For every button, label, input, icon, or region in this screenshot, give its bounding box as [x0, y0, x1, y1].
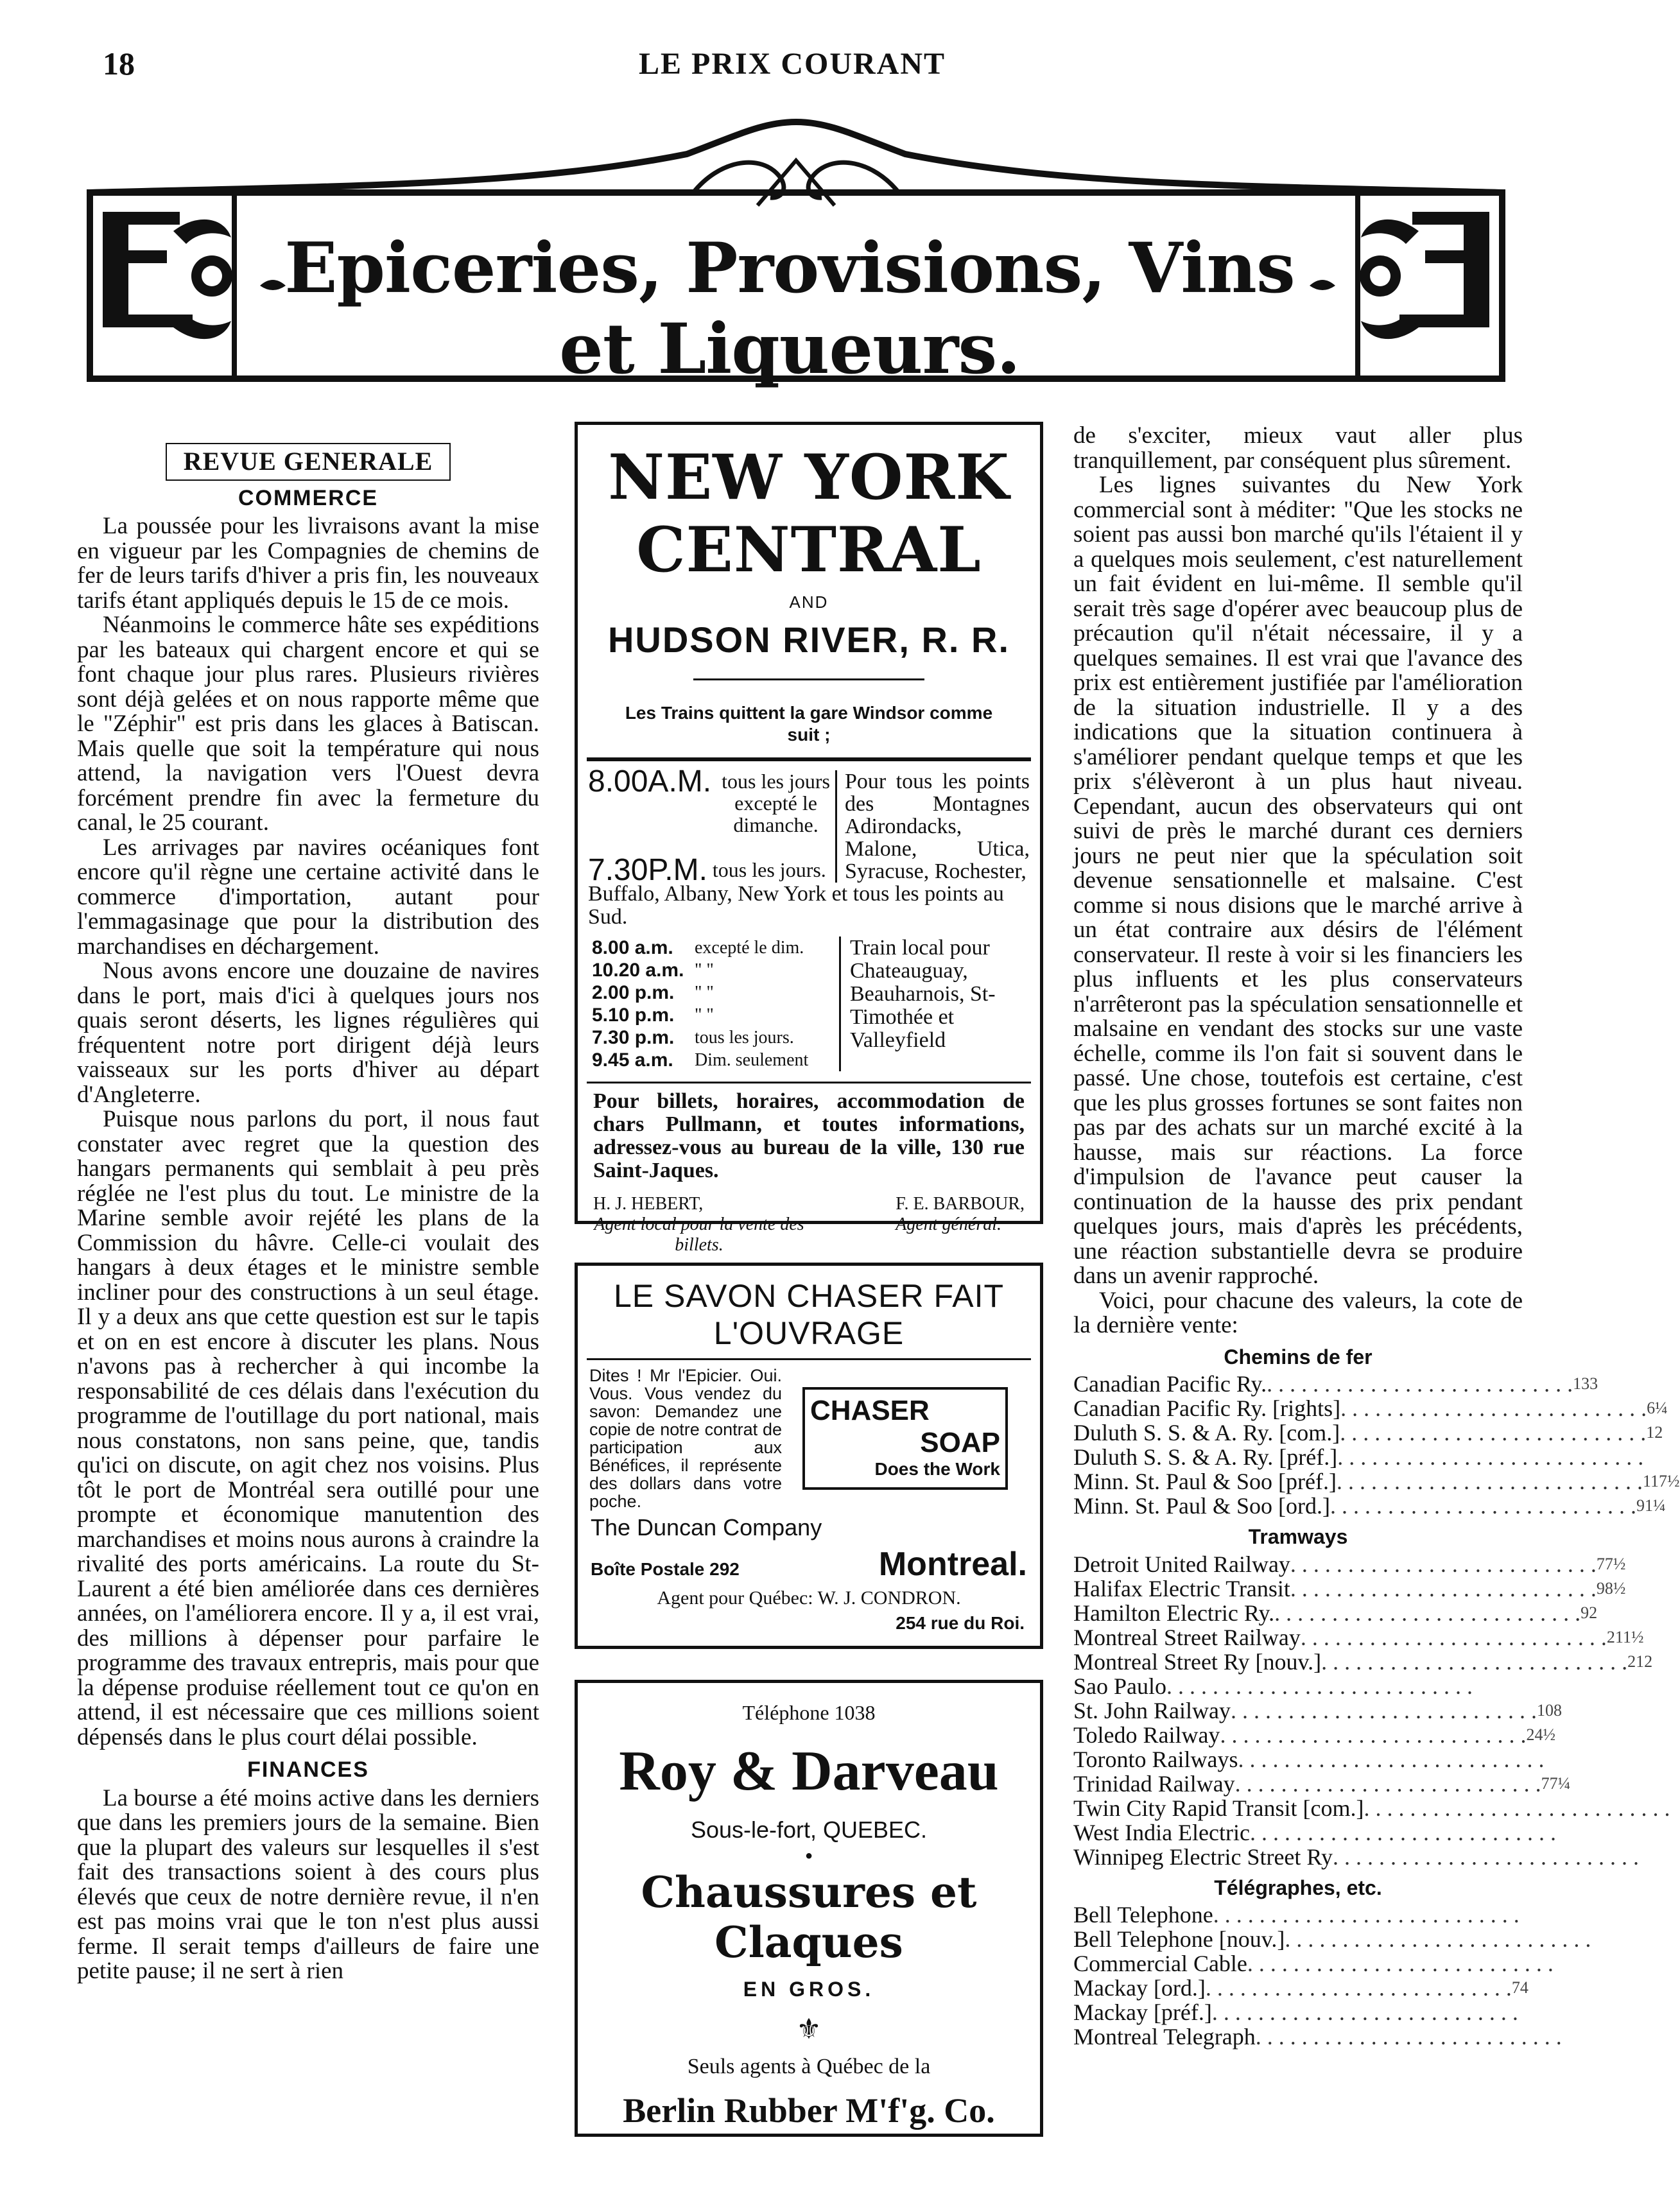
stock-name: St. John Railway	[1073, 1697, 1231, 1723]
local-train-days: Dim. seulement	[695, 1050, 809, 1070]
local-train-row	[592, 937, 839, 959]
paragraph: Les lignes suivantes du New York commercial sont à méditer: "Que les stocks ne soient pas aussi bon marché qu'ils l'étaient il y a quelques mois seulement, c'est naturellement un fait évident en lui-même. Il semble qu'il serait très sage d'opérer avec beaucoup plus de précaution qu'il n'était nécessaire, il y a quelques semaines. Il est vrai que l'avance des prix est entièrement justifiée par l'amélioration de la situation industrielle. Il y a des indications que la situation continuera à s'améliorer pendant quelque temps et que les prix s'élèveront à un plus haut niveau. Cependant, aucun des observateurs qui ont suivi de près le marché durant ces derniers jours ne peut nier que la spéculation soit devenue sensationnelle et malsaine. C'est comme si nous disions que le marché arrive à un état contraire aux désirs de l'élément conservateur. Il reste à voir si les financiers les plus influents et les plus conservateurs n'arrêteront pas la spéculation sensationnelle et malsaine en vendant des stocks sur une vaste échelle, comme ils l'on fait si souvent dans le passé. Une chose, toutefois est certaine, c'est que les plus grosses fortunes se sont faites non pas par des achats sur un marché excité à la hausse, mais sur réactions. La force d'impulsion de l'avance peut causer la continuation de la hausse des prix pendant quelques jours, mais d'après les précédents, une réaction substantielle devra se produire dans un avenir rapproché.	[1073, 472, 1523, 1289]
local-train-time: 8.00 a.m.	[592, 937, 673, 958]
stock-row	[1073, 1551, 1626, 1577]
stock-row	[1073, 2000, 1523, 2024]
agent2-role: Agent général.	[896, 1214, 1002, 1234]
stock-name: Hamilton Electric Ry.	[1073, 1600, 1275, 1626]
leader-dots: . . . . . . . . . . . . . . . . . . . . . . . . . . .	[1234, 1770, 1541, 1797]
stock-name: Trinidad Railway	[1073, 1770, 1235, 1797]
nyc-agents	[578, 1182, 1040, 1256]
chaser-body: Dites ! Mr l'Epicier. Oui. Vous. Vous vendez du savon: Demandez une copie de notre contrat de participation aux Bénéfices, il représente des dollars dans votre poche.	[589, 1366, 782, 1511]
stock-name: Duluth S. S. & A. Ry. [préf.]	[1073, 1444, 1338, 1470]
roy-agents: Seuls agents à Québec de la	[687, 2055, 931, 2078]
local-train-days: " "	[695, 960, 714, 980]
local-train-days: tous les jours.	[695, 1028, 794, 1048]
stock-value: 98½	[1596, 1578, 1626, 1598]
stock-quotation-list	[1073, 1345, 1680, 2050]
paragraph: Puisque nous parlons du port, il nous faut constater avec regret que la question des hangars permanents qui semblait à peu près réglée ne l'est plus du tout. Le ministre de la Marine semble avoir rejété les plans de la Commission du hâvre. Celle-ci voulait des hangars à deux étages et le ministre semble incliner pour des constructions à un seul étage. Il y a deux ans que cette question est sur le tapis et on en est encore à discuter les plans. Nous n'avons pas à rechercher à qui incombe la responsabilité de ces délais dans l'exécution du programme de l'outillage du port national, mais nous constatons, non sans peine, que, tandis qu'ici on discute, on agit chez nos voisins. Plus tôt le port de Montréal sera outillé pour une prompte et économique manutention des marchandises et moins nous aurons à craindre la rivalité des ports américains. La route du St-Laurent a été bien améliorée dans ces dernières années, on l'améliorera encore. Il y a, il est vrai, des millions à dépenser pour parfaire le programme des travaux entrepris, mais pour que la dépense produise réellement tout ce qu'on en attend, il est nécessaire que ces millions soient dépensés dans le plus court délai possible.	[77, 1106, 539, 1750]
leader-dots: . . . . . . . . . . . . . . . . . . . . . . . . . . .	[1231, 1697, 1537, 1723]
nyc-trains-line: Les Trains quittent la gare Windsor comme suit ;	[625, 703, 993, 745]
nyc-and: AND	[789, 592, 829, 612]
leader-dots: . . . . . . . . . . . . . . . . . . . . . . . . . . .	[1220, 1722, 1527, 1748]
stock-name: Montreal Street Ry [nouv.]	[1073, 1648, 1322, 1675]
local-train-time: 9.45 a.m.	[592, 1049, 673, 1071]
commerce-heading: COMMERCE	[238, 485, 379, 510]
stock-name: Montreal Telegraph	[1073, 2024, 1256, 2050]
stock-row	[1073, 1722, 1555, 1748]
stock-category-heading: Télégraphes, etc.	[1214, 1876, 1382, 1899]
stock-value: 117½	[1643, 1472, 1680, 1490]
stock-row	[1073, 1903, 1523, 1927]
leader-dots: . . . . . . . . . . . . . . . . . . . . . . . . . . .	[1330, 1493, 1637, 1519]
chaser-address: 254 rue du Roi.	[896, 1613, 1025, 1633]
stock-row	[1073, 1770, 1571, 1797]
stock-name: Bell Telephone	[1073, 1902, 1213, 1928]
evening-time: 7.30P.M.	[588, 853, 707, 887]
stock-row	[1073, 1674, 1523, 1698]
leader-dots: . . . . . . . . . . . . . . . . . . . . . . . . . . .	[1249, 1819, 1556, 1845]
local-train-days: excepté le dim.	[695, 938, 804, 958]
leader-dots: . . . . . . . . . . . . . . . . . . . . . . . . . . .	[1290, 1575, 1597, 1601]
chaser-agent: Agent pour Québec: W. J. CONDRON.	[657, 1587, 961, 1609]
stock-value: 91¼	[1636, 1496, 1666, 1515]
local-train-time: 7.30 p.m.	[592, 1027, 675, 1048]
stock-name: Bell Telephone [nouv.]	[1073, 1926, 1285, 1952]
stock-name: Toledo Railway	[1073, 1722, 1220, 1748]
stock-row	[1073, 1420, 1663, 1446]
nyc-subtitle: HUDSON RIVER, R. R.	[607, 619, 1010, 660]
agent1-name: H. J. HEBERT,	[593, 1194, 704, 1214]
bullet: ●	[804, 1849, 813, 1863]
stock-row	[1073, 1795, 1670, 1821]
stock-row	[1073, 1395, 1668, 1421]
stock-category-heading: Chemins de fer	[1224, 1345, 1373, 1368]
chaser-postal: Boîte Postale 292	[591, 1559, 740, 1579]
ad-roy-darveau	[575, 1680, 1043, 2137]
leader-dots: . . . . . . . . . . . . . . . . . . . . . . . . . . .	[1238, 1746, 1545, 1772]
stock-name: Canadian Pacific Ry. [rights]	[1073, 1395, 1341, 1421]
leader-dots: . . . . . . . . . . . . . . . . . . . . . . . . . . .	[1321, 1648, 1628, 1675]
leader-dots: . . . . . . . . . . . . . . . . . . . . . . . . . . .	[1337, 1444, 1644, 1470]
nyc-schedule	[578, 764, 1040, 887]
stock-value: 211½	[1606, 1627, 1644, 1646]
stock-row	[1073, 1746, 1545, 1772]
roy-location: Sous-le-fort, QUEBEC.	[690, 1817, 928, 1843]
local-train-days: " "	[695, 1005, 714, 1025]
leader-dots: . . . . . . . . . . . . . . . . . . . . . . . . . . .	[1213, 1902, 1520, 1928]
stock-value: 6¼	[1647, 1399, 1668, 1417]
stock-name: Twin City Rapid Transit [com.]	[1073, 1795, 1364, 1821]
stock-name: Winnipeg Electric Street Ry	[1073, 1843, 1333, 1870]
stock-row	[1073, 1600, 1598, 1626]
paragraph: Les arrivages par navires océaniques font encore qu'il règne une certaine activité dans le commerce d'importation, autant pour l'emmagasinage que pour la distribution des marchandises en déchargement.	[77, 834, 539, 960]
leader-dots: . . . . . . . . . . . . . . . . . . . . . . . . . . .	[1267, 1371, 1573, 1397]
ad-new-york-central	[575, 422, 1043, 1255]
paragraph: La poussée pour les livraisons avant la mise en vigueur par les Compagnies de chemins de fer de leurs tarifs d'hiver a pris fin, les nouveaux tarifs étant appliqués depuis le 15 de ce mois.	[77, 513, 539, 614]
leader-dots: . . . . . . . . . . . . . . . . . . . . . . . . . . .	[1211, 1999, 1518, 2025]
morning-time: 8.00A.M.	[588, 764, 712, 798]
leader-dots: . . . . . . . . . . . . . . . . . . . . . . . . . . .	[1274, 1600, 1581, 1626]
fleur-de-lis-icon: ⚜	[796, 2014, 822, 2045]
local-train-row	[592, 981, 839, 1004]
paragraph: Néanmoins le commerce hâte ses expéditions par les bateaux qui chargent encore et qui se font chaque jour plus rares. Plusieurs rivières sont déjà gelées et on nous rapporte même que le "Zéphir" est pris dans les glaces à Batiscan. Mais quelle que soit la température qui nous attend, la navigation vers l'Ouest devra forcément prendre fin avec la fermeture du canal, le 25 courant.	[77, 612, 539, 836]
ad-chaser-soap	[575, 1263, 1043, 1649]
leader-dots: . . . . . . . . . . . . . . . . . . . . . . . . . . .	[1255, 2024, 1562, 2050]
stock-row	[1073, 1493, 1666, 1519]
stock-name: Detroit United Railway	[1073, 1551, 1290, 1577]
leader-dots: . . . . . . . . . . . . . . . . . . . . . . . . . . .	[1290, 1551, 1597, 1577]
stock-value: 133	[1573, 1374, 1598, 1393]
stock-value: 92	[1580, 1603, 1598, 1622]
nyc-info: Pour billets, horaires, accommodation de chars Pullmann, et toutes informations, adressez-vous au bureau de la ville, 130 rue Saint-Jaques.	[593, 1089, 1025, 1182]
local-train-row	[592, 1049, 839, 1071]
stock-row	[1073, 1371, 1598, 1397]
stock-row	[1073, 1926, 1591, 1952]
local-train-desc: Train local pour Chateauguay, Beauharnois, St-Timothée et Valleyfield	[850, 936, 996, 1052]
paragraph: Nous avons encore une douzaine de navires dans le port, mais d'ici à quelques jours nos quais seront déserts, les lignes régulières qui fréquentent notre port dirigent déjà leurs vaisseaux sur les ports d'hiver au départ d'Angleterre.	[77, 958, 539, 1108]
running-title: LE PRIX COURANT	[638, 47, 946, 81]
leader-dots: . . . . . . . . . . . . . . . . . . . . . . . . . . .	[1332, 1843, 1639, 1870]
stock-row	[1073, 1648, 1653, 1675]
stock-name: Duluth S. S. & A. Ry. [com.]	[1073, 1420, 1340, 1446]
stock-value: 212	[1627, 1652, 1653, 1671]
stock-row	[1073, 2024, 1562, 2050]
stock-value: 74	[1511, 1978, 1528, 1997]
paragraph: La bourse a été moins active dans les derniers que dans les premiers jours de la semaine. Bien que la plupart des valeurs sur lesquelles il s'est fait des transactions soient à des cours plus élevés que ceux de notre dernière revue, il n'en est pas moins vrai que le ton n'est plus aussi ferme. Il serait temps d'ailleurs de faire une petite pause; il ne sert à rien	[77, 1784, 539, 1984]
stock-name: Halifax Electric Transit	[1073, 1575, 1290, 1601]
stock-name: Toronto Railways	[1073, 1746, 1238, 1772]
soap-box-line2: SOAP	[920, 1427, 1000, 1458]
stock-row	[1073, 1575, 1626, 1601]
soap-box-line3: Does the Work	[874, 1459, 1000, 1479]
local-train-row	[592, 1026, 839, 1049]
right-column	[1073, 422, 1680, 2050]
roy-company: Berlin Rubber M'f'g. Co.	[623, 2091, 995, 2130]
leader-dots: . . . . . . . . . . . . . . . . . . . . . . . . . . .	[1205, 1975, 1512, 2001]
local-train-time: 2.00 p.m.	[592, 982, 675, 1003]
stock-value: 77¼	[1541, 1774, 1571, 1793]
stock-name: Mackay [préf.]	[1073, 1999, 1212, 2025]
stock-name: Sao Paulo	[1073, 1673, 1167, 1699]
left-column	[77, 443, 539, 1984]
stock-value: 108	[1537, 1700, 1563, 1720]
stock-row	[1073, 1444, 1644, 1470]
destinations-cont: Buffalo, Albany, New York et tous les points au Sud.	[588, 882, 1004, 929]
stock-row	[1073, 1975, 1528, 2001]
stock-value	[1484, 1674, 1523, 1698]
morning-days: tous les jours excepté le dimanche.	[722, 770, 830, 836]
stock-row	[1073, 1469, 1680, 1494]
roy-name: Roy & Darveau	[619, 1740, 999, 1802]
chaser-headline: LE SAVON CHASER FAIT L'OUVRAGE	[613, 1278, 1005, 1351]
leader-dots: . . . . . . . . . . . . . . . . . . . . . . . . . . .	[1340, 1395, 1647, 1421]
leader-dots: . . . . . . . . . . . . . . . . . . . . . . . . . . .	[1300, 1624, 1607, 1650]
section-banner-title: Epiceries, Provisions, Vins et Liqueurs.	[284, 228, 1295, 390]
nyc-title: NEW YORK CENTRAL	[608, 441, 1010, 586]
leader-dots: . . . . . . . . . . . . . . . . . . . . . . . . . . .	[1364, 1795, 1670, 1821]
stock-name: Montreal Street Railway	[1073, 1624, 1301, 1650]
stock-name: Commercial Cable	[1073, 1951, 1247, 1976]
stock-name: Mackay [ord.]	[1073, 1975, 1206, 2001]
chaser-company: The Duncan Company	[591, 1514, 822, 1541]
stock-category-heading: Tramways	[1248, 1525, 1348, 1548]
finances-heading: FINANCES	[247, 1757, 369, 1782]
stock-value	[1518, 2000, 1523, 2024]
local-train-table	[578, 937, 1040, 1071]
stock-name: West India Electric	[1073, 1819, 1250, 1845]
agent1-role: Agent local pour la vente des billets.	[594, 1214, 804, 1255]
destinations: Pour tous les points des Montagnes Adirondacks, Malone, Utica, Syracuse, Rochester,	[835, 770, 1030, 883]
stock-name: Canadian Pacific Ry.	[1073, 1371, 1267, 1397]
local-train-time: 5.10 p.m.	[592, 1005, 675, 1026]
stock-row	[1073, 1843, 1639, 1870]
stock-row	[1073, 1697, 1563, 1723]
roy-phone: Téléphone 1038	[742, 1701, 876, 1724]
stock-name: Minn. St. Paul & Soo [préf.]	[1073, 1469, 1337, 1494]
soap-box-illustration	[802, 1387, 1008, 1490]
stock-row	[1073, 1624, 1644, 1650]
revue-generale-box: REVUE GENERALE	[166, 443, 451, 481]
soap-box-line1: CHASER	[810, 1395, 930, 1426]
local-train-time: 10.20 a.m.	[592, 960, 684, 981]
paragraph: Voici, pour chacune des valeurs, la cote de la dernière vente:	[1073, 1287, 1523, 1338]
roy-wholesale: EN GROS.	[743, 1978, 875, 2001]
stock-row	[1073, 1951, 1554, 1976]
local-train-row	[592, 1004, 839, 1026]
page-number: 18	[103, 46, 135, 82]
leader-dots: . . . . . . . . . . . . . . . . . . . . . . . . . . .	[1166, 1673, 1473, 1699]
stock-row	[1073, 1819, 1556, 1845]
evening-days: tous les jours.	[712, 858, 826, 881]
stock-name: Minn. St. Paul & Soo [ord.]	[1073, 1493, 1331, 1519]
leader-dots: . . . . . . . . . . . . . . . . . . . . . . . . . . .	[1340, 1420, 1647, 1446]
local-train-row	[592, 959, 839, 981]
roy-product: Chaussures et Claques	[641, 1867, 977, 1967]
paragraph: de s'exciter, mieux vaut aller plus tranquillement, par conséquent plus sûrement.	[1073, 422, 1523, 474]
agent2-name: F. E. BARBOUR,	[896, 1194, 1025, 1214]
leader-dots: . . . . . . . . . . . . . . . . . . . . . . . . . . .	[1247, 1951, 1554, 1976]
chaser-city: Montreal.	[878, 1546, 1027, 1583]
leader-dots: . . . . . . . . . . . . . . . . . . . . . . . . . . .	[1337, 1469, 1643, 1494]
stock-value: 77½	[1596, 1554, 1626, 1573]
local-train-days: " "	[695, 983, 714, 1003]
stock-value: 24½	[1526, 1725, 1555, 1744]
leader-dots: . . . . . . . . . . . . . . . . . . . . . . . . . . .	[1285, 1926, 1591, 1952]
local-train-rows	[592, 937, 841, 1071]
stock-value: 12	[1646, 1423, 1663, 1442]
stock-value	[1520, 1903, 1523, 1927]
